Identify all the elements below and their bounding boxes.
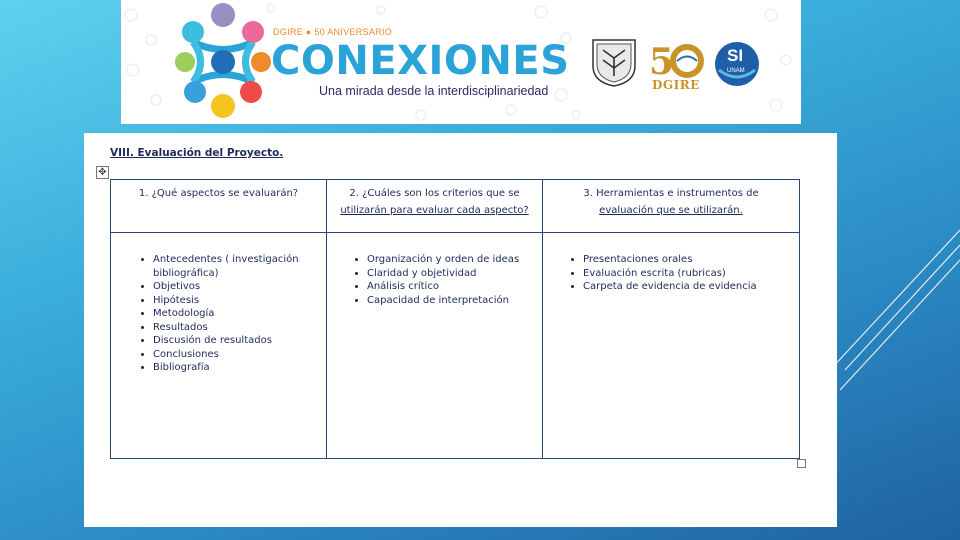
list-item: • Capacidad de interpretación	[367, 294, 542, 308]
list-item: • Hipótesis	[153, 294, 326, 308]
list-item: • Carpeta de evidencia de evidencia	[583, 280, 799, 294]
criteria-cell	[327, 233, 543, 459]
banner-title: CONEXIONES	[271, 38, 570, 84]
tools-cell	[543, 233, 800, 459]
list-item: • Discusión de resultados	[153, 334, 326, 348]
tools-list	[543, 253, 799, 294]
list-item: • Conclusiones	[153, 348, 326, 362]
anniversary-label: DGIRE ● 50 ANIVERSARIO	[273, 27, 393, 37]
list-item: • Análisis crítico	[367, 280, 542, 294]
header-cell-aspects	[111, 180, 327, 233]
list-item: • Bibliografía	[153, 361, 326, 375]
header-text: 1. ¿Qué aspectos se evaluarán?	[138, 188, 299, 199]
list-item: • Claridad y objetividad	[367, 267, 542, 281]
svg-text:5: 5	[649, 41, 675, 80]
header-text: 3. Herramientas e instrumentos de	[583, 188, 759, 199]
decorative-lines	[820, 200, 960, 400]
list-item: • Resultados	[153, 321, 326, 335]
header-cell-criteria	[327, 180, 543, 233]
header-text: evaluación que se utilizarán.	[599, 205, 743, 216]
unam-seal-icon	[589, 36, 639, 88]
table-body-row	[111, 233, 800, 459]
si-subtext: UNAM	[727, 68, 745, 74]
dgire-50-logo-icon	[647, 40, 705, 80]
section-heading: VIII. Evaluación del Proyecto.	[110, 147, 284, 159]
document-page	[84, 133, 837, 527]
list-item: • Organización y orden de ideas	[367, 253, 542, 267]
aspects-list	[111, 253, 326, 375]
evaluation-table	[110, 179, 800, 459]
criteria-list	[327, 253, 542, 307]
list-item: • Presentaciones orales	[583, 253, 799, 267]
table-move-handle-icon[interactable]: ✥	[96, 166, 109, 179]
list-item: • Objetivos	[153, 280, 326, 294]
banner-subtitle: Una mirada desde la interdisciplinariedad	[319, 84, 549, 98]
aspects-cell	[111, 233, 327, 459]
table-header-row	[111, 180, 800, 233]
header-cell-tools	[543, 180, 800, 233]
conexiones-logo-icon	[173, 2, 273, 120]
si-wordmark: SI	[727, 46, 744, 65]
dgire-wordmark: DGIRE	[652, 78, 700, 92]
table-resize-handle-icon[interactable]	[797, 459, 806, 468]
header-text: 2. ¿Cuáles son los criterios que se	[349, 188, 520, 199]
list-item: • Antecedentes ( investigación bibliográfica)	[153, 253, 326, 280]
list-item: • Metodología	[153, 307, 326, 321]
header-text: utilizarán para evaluar cada aspecto?	[340, 205, 529, 216]
conference-banner	[121, 0, 801, 124]
list-item: • Evaluación escrita (rubricas)	[583, 267, 799, 281]
